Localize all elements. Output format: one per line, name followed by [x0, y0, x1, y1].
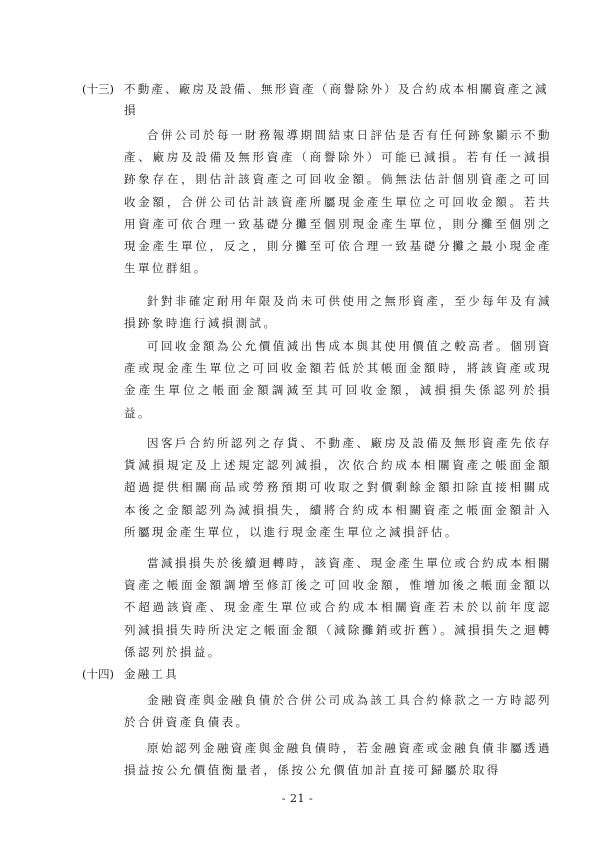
paragraph: 當減損損失於後續迴轉時，該資產、現金產生單位或合約成本相關資產之帳面金額調增至修訂後之可回收金額，惟增加後之帳面金額以不超過該資產、現金產生單位或合約成本相關資產若未於以前年度認列減損損失時所決定之帳面金額（減除攤銷或折舊）。減損損失之迴轉係認列於損益。	[124, 556, 552, 659]
section-number: (十三)	[82, 82, 114, 96]
paragraph: 合併公司於每一財務報導期間結束日評估是否有任何跡象顯示不動產、廠房及設備及無形資產（商譽除外）可能已減損。若有任一減損跡象存在，則估計該資產之可回收金額。倘無法估計個別資產之可回收金額，合併公司估計該資產所屬現金產生單位之可回收金額。若共用資產可依合理一致基礎分攤至個別現金產生單位，則分攤至個別之現金產生單位，反之，則分攤至可依合理一致基礎分攤之最小現金產生單位群組。	[124, 128, 552, 276]
paragraph: 可回收金額為公允價值減出售成本與其使用價值之較高者。個別資產或現金產生單位之可回收金額若低於其帳面金額時，將該資產或現金產生單位之帳面金額調減至其可回收金額，減損損失係認列於損益。	[124, 339, 552, 420]
section-title: 不動產、廠房及設備、無形資產（商譽除外）及合約成本相關資產之減損	[124, 82, 549, 117]
section-number: (十四)	[82, 667, 114, 681]
section-heading-13	[82, 79, 552, 121]
paragraph: 針對非確定耐用年限及尚未可供使用之無形資產，至少每年及有減損跡象時進行減損測試。	[124, 294, 552, 331]
section-heading-14	[82, 664, 552, 685]
section-title: 金融工具	[124, 667, 179, 681]
paragraph: 金融資產與金融負債於合併公司成為該工具合約條款之一方時認列於合併資產負債表。	[124, 693, 552, 730]
paragraph: 原始認列金融資產與金融負債時，若金融資產或金融負債非屬透過損益按公允價值衡量者，係按公允價值加計直接可歸屬於取得	[124, 741, 552, 778]
page-number: - 21 -	[281, 792, 314, 805]
paragraph: 因客戶合約所認列之存貨、不動產、廠房及設備及無形資產先依存貨減損規定及上述規定認列減損，次依合約成本相關資產之帳面金額超過提供相關商品或勞務預期可收取之對價剩餘金額扣除直接相關成本後之金額認列為減損損失，續將合約成本相關資產之帳面金額計入所屬現金產生單位，以進行現金產生單位之減損評估。	[124, 436, 552, 539]
